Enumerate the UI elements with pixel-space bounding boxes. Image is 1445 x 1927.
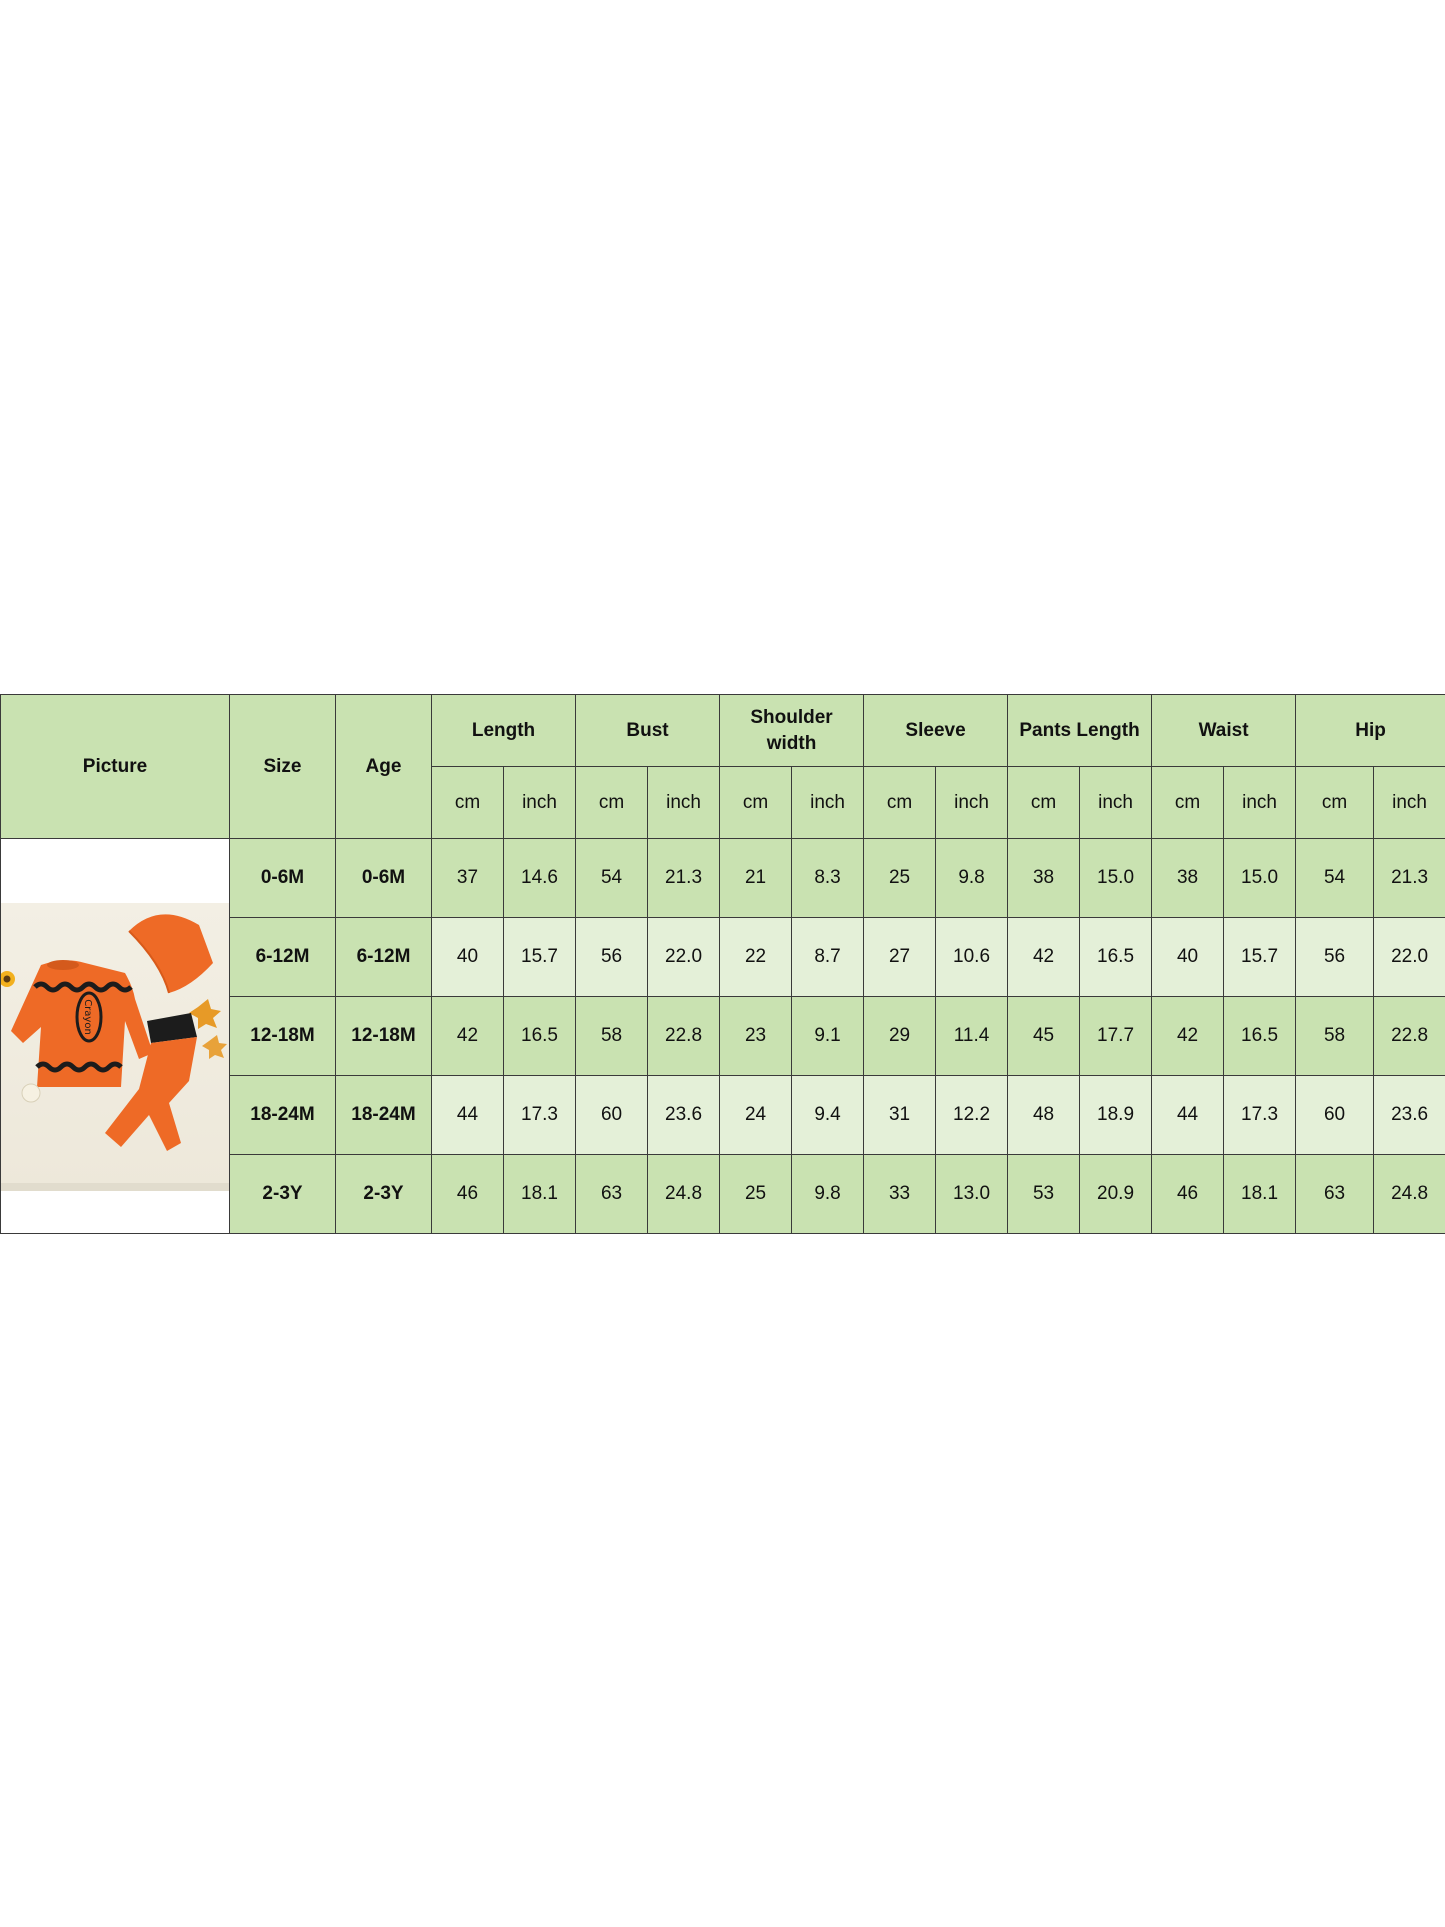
- unit-header-inch: inch: [936, 767, 1008, 839]
- unit-header-inch: inch: [1374, 767, 1445, 839]
- age-header: Age: [336, 695, 432, 839]
- measurement-cell: 44: [432, 1076, 504, 1155]
- age-cell: 18-24M: [336, 1076, 432, 1155]
- measurement-cell: 22: [720, 918, 792, 997]
- measurement-cell: 18.1: [504, 1155, 576, 1234]
- unit-header-cm: cm: [1008, 767, 1080, 839]
- measurement-cell: 31: [864, 1076, 936, 1155]
- measurement-cell: 18.1: [1224, 1155, 1296, 1234]
- measurement-cell: 15.0: [1224, 839, 1296, 918]
- length-header: Length: [432, 695, 576, 767]
- measurement-cell: 16.5: [1080, 918, 1152, 997]
- pants-length-header: Pants Length: [1008, 695, 1152, 767]
- age-cell: 0-6M: [336, 839, 432, 918]
- measurement-cell: 15.7: [504, 918, 576, 997]
- measurement-cell: 46: [432, 1155, 504, 1234]
- measurement-cell: 54: [1296, 839, 1374, 918]
- unit-header-inch: inch: [792, 767, 864, 839]
- measurement-cell: 44: [1152, 1076, 1224, 1155]
- measurement-cell: 17.3: [504, 1076, 576, 1155]
- measurement-cell: 63: [576, 1155, 648, 1234]
- unit-header-cm: cm: [1296, 767, 1374, 839]
- measurement-cell: 29: [864, 997, 936, 1076]
- measurement-cell: 10.6: [936, 918, 1008, 997]
- measurement-cell: 42: [1008, 918, 1080, 997]
- age-cell: 12-18M: [336, 997, 432, 1076]
- measurement-cell: 22.8: [1374, 997, 1445, 1076]
- measurement-cell: 25: [864, 839, 936, 918]
- measurement-cell: 9.1: [792, 997, 864, 1076]
- size-chart: [0, 694, 1445, 1232]
- measurement-cell: 9.8: [936, 839, 1008, 918]
- unit-header-cm: cm: [864, 767, 936, 839]
- unit-header-cm: cm: [720, 767, 792, 839]
- measurement-cell: 46: [1152, 1155, 1224, 1234]
- measurement-cell: 9.8: [792, 1155, 864, 1234]
- age-cell: 6-12M: [336, 918, 432, 997]
- measurement-cell: 25: [720, 1155, 792, 1234]
- size-cell: 12-18M: [230, 997, 336, 1076]
- unit-header-inch: inch: [648, 767, 720, 839]
- measurement-cell: 21: [720, 839, 792, 918]
- measurement-cell: 13.0: [936, 1155, 1008, 1234]
- measurement-cell: 56: [576, 918, 648, 997]
- measurement-cell: 54: [576, 839, 648, 918]
- measurement-cell: 37: [432, 839, 504, 918]
- waist-header: Waist: [1152, 695, 1296, 767]
- unit-header-inch: inch: [1080, 767, 1152, 839]
- measurement-cell: 42: [432, 997, 504, 1076]
- measurement-cell: 15.7: [1224, 918, 1296, 997]
- size-cell: 6-12M: [230, 918, 336, 997]
- measurement-cell: 8.7: [792, 918, 864, 997]
- crayon-outfit-image: [1, 903, 229, 1191]
- size-header: Size: [230, 695, 336, 839]
- measurement-cell: 17.7: [1080, 997, 1152, 1076]
- size-cell: 2-3Y: [230, 1155, 336, 1234]
- measurement-cell: 58: [1296, 997, 1374, 1076]
- sunflower-icon: [1, 971, 15, 987]
- measurement-cell: 21.3: [1374, 839, 1445, 918]
- measurement-cell: 33: [864, 1155, 936, 1234]
- measurement-cell: 21.3: [648, 839, 720, 918]
- measurement-cell: 22.0: [1374, 918, 1445, 997]
- measurement-cell: 12.2: [936, 1076, 1008, 1155]
- measurement-cell: 42: [1152, 997, 1224, 1076]
- measurement-cell: 20.9: [1080, 1155, 1152, 1234]
- measurement-cell: 56: [1296, 918, 1374, 997]
- measurement-cell: 24: [720, 1076, 792, 1155]
- measurement-cell: 22.0: [648, 918, 720, 997]
- shoulder-width-header: Shoulder width: [720, 695, 864, 767]
- measurement-cell: 53: [1008, 1155, 1080, 1234]
- measurement-cell: 23: [720, 997, 792, 1076]
- measurement-cell: 8.3: [792, 839, 864, 918]
- unit-header-cm: cm: [1152, 767, 1224, 839]
- unit-header-cm: cm: [432, 767, 504, 839]
- measurement-cell: 16.5: [504, 997, 576, 1076]
- age-cell: 2-3Y: [336, 1155, 432, 1234]
- measurement-cell: 60: [576, 1076, 648, 1155]
- measurement-cell: 27: [864, 918, 936, 997]
- measurement-cell: 15.0: [1080, 839, 1152, 918]
- size-cell: 0-6M: [230, 839, 336, 918]
- table-row: [1, 839, 1445, 918]
- measurement-cell: 23.6: [648, 1076, 720, 1155]
- measurement-cell: 40: [432, 918, 504, 997]
- measurement-cell: 63: [1296, 1155, 1374, 1234]
- product-picture-cell: [1, 839, 230, 1234]
- size-chart-table: [0, 694, 1445, 1234]
- unit-header-cm: cm: [576, 767, 648, 839]
- picture-header: Picture: [1, 695, 230, 839]
- measurement-cell: 24.8: [1374, 1155, 1445, 1234]
- bust-header: Bust: [576, 695, 720, 767]
- crayon-logo-text: Crayon: [82, 999, 93, 1035]
- measurement-cell: 45: [1008, 997, 1080, 1076]
- unit-header-inch: inch: [504, 767, 576, 839]
- unit-header-inch: inch: [1224, 767, 1296, 839]
- product-photo: [1, 903, 229, 1191]
- measurement-cell: 38: [1008, 839, 1080, 918]
- measurement-cell: 11.4: [936, 997, 1008, 1076]
- hip-header: Hip: [1296, 695, 1445, 767]
- measurement-cell: 18.9: [1080, 1076, 1152, 1155]
- measurement-cell: 24.8: [648, 1155, 720, 1234]
- measurement-cell: 9.4: [792, 1076, 864, 1155]
- sleeve-header: Sleeve: [864, 695, 1008, 767]
- measurement-cell: 48: [1008, 1076, 1080, 1155]
- measurement-cell: 16.5: [1224, 997, 1296, 1076]
- size-cell: 18-24M: [230, 1076, 336, 1155]
- measurement-cell: 58: [576, 997, 648, 1076]
- measurement-cell: 23.6: [1374, 1076, 1445, 1155]
- measurement-cell: 40: [1152, 918, 1224, 997]
- measurement-cell: 38: [1152, 839, 1224, 918]
- measurement-cell: 60: [1296, 1076, 1374, 1155]
- measurement-cell: 22.8: [648, 997, 720, 1076]
- measurement-cell: 14.6: [504, 839, 576, 918]
- measurement-cell: 17.3: [1224, 1076, 1296, 1155]
